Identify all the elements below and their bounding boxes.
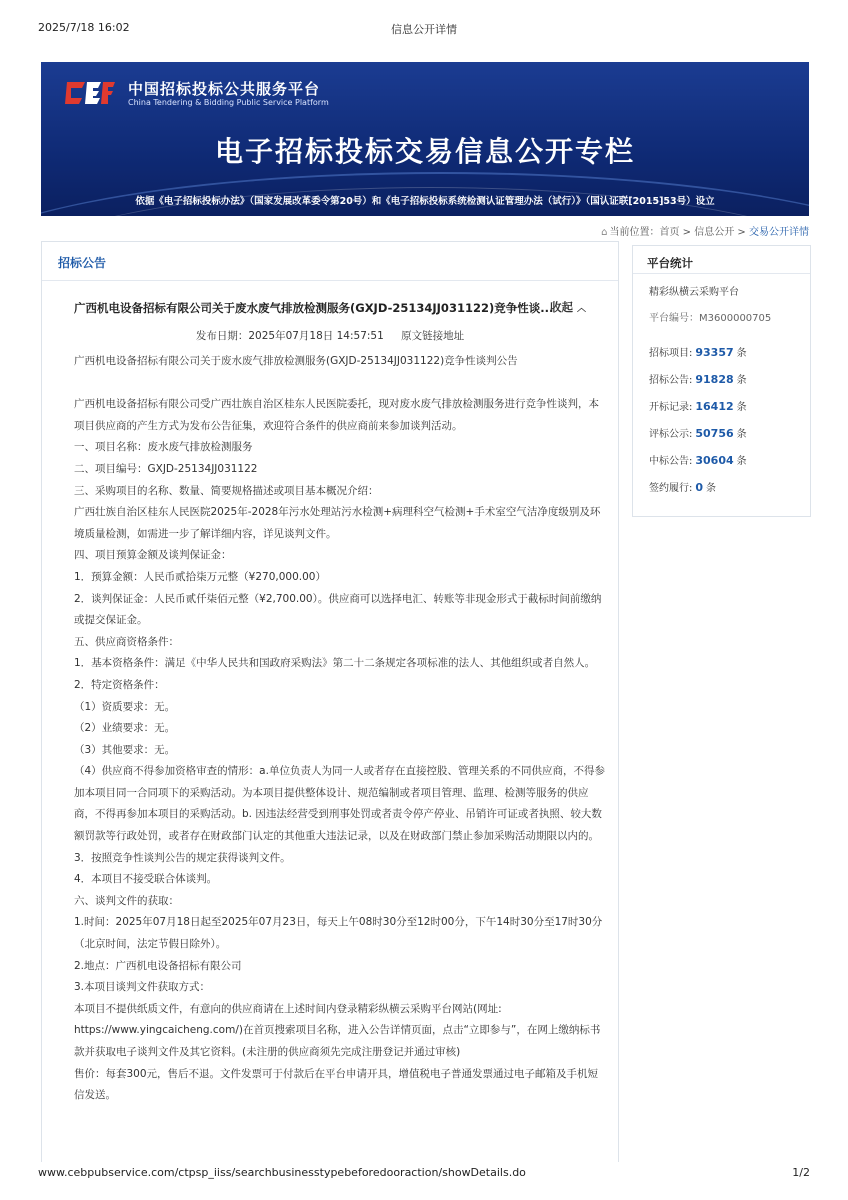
site-banner [41,62,809,216]
article-paragraph: （3）其他要求：无。 [74,743,176,756]
section-label: 招标公告 [58,256,107,270]
stat-value[interactable]: 93357 [695,346,734,359]
breadcrumb [601,223,809,238]
stats-title: 平台统计 [633,246,810,274]
article-paragraph: 1．基本资格条件：满足《中华人民共和国政府采购法》第二十二条规定各项标准的法人、其他组织或者自然人。 [74,657,596,670]
panel-header [42,242,618,281]
print-page-title: 信息公开详情 [391,23,457,36]
stat-label: 签约履行: [649,483,693,494]
stat-label: 开标记录: [649,402,693,413]
home-icon: ⌂ [601,227,608,238]
collapse-label: 收起 [550,300,573,314]
chevron-up-icon: ︿ [577,304,587,314]
breadcrumb-separator: > [737,227,746,238]
publish-meta [42,328,618,343]
publish-date-label: 发布日期： [195,330,249,342]
stat-label: 评标公示: [649,429,693,440]
article-paragraph: 3.本项目谈判文件获取方式： [74,981,211,994]
article-paragraph: 四、项目预算金额及谈判保证金： [74,549,232,562]
article-paragraph: 2．谈判保证金：人民币贰仟柒佰元整（¥2,700.00）。供应商可以选择电汇、转账等非现金形式于截标时间前缴纳或提交保证金。 [74,592,602,627]
print-datetime: 2025/7/18 16:02 [38,21,130,34]
article-paragraph: （1）资质要求：无。 [74,700,176,713]
breadcrumb-info[interactable]: 信息公开 [694,227,735,238]
breadcrumb-home[interactable]: 首页 [659,227,680,238]
paragraph-gap [74,373,606,395]
banner-title: 电子招标投标交易信息公开专栏 [214,135,635,168]
article-paragraph: 五、供应商资格条件： [74,635,179,648]
stat-unit: 条 [736,429,747,440]
stat-value[interactable]: 0 [695,481,704,494]
platform-stats-panel [632,245,811,517]
breadcrumb-separator: > [682,227,692,238]
stat-value[interactable]: 91828 [695,373,734,386]
article-title: 广西机电设备招标有限公司关于废水废气排放检测服务(GXJD-25134JJ031122)竞争性谈... [74,301,554,315]
logo-english-name: China Tendering & Bidding Public Service Platform [128,98,329,107]
cebp-logo-icon [63,76,119,110]
page-number: 1/2 [792,1166,810,1179]
stat-unit: 条 [706,483,717,494]
article-paragraph: 2.地点：广西机电设备招标有限公司 [74,959,242,972]
stat-unit: 条 [736,348,747,359]
article-paragraph: 二、项目编号：GXJD-25134JJ031122 [74,462,258,475]
article-paragraph: 1.时间：2025年07月18日起至2025年07月23日，每天上午08时30分至12时00分，下午14时30分至17时30分（北京时间，法定节假日除外）。 [74,916,603,951]
original-link[interactable]: 原文链接地址 [401,330,465,342]
collapse-button[interactable] [550,299,586,315]
platform-name: 精彩纵横云采购平台 [649,287,739,298]
article-paragraph: 2．特定资格条件： [74,678,165,691]
article-paragraph: 一、项目名称：废水废气排放检测服务 [74,441,253,454]
print-header [0,18,848,38]
stat-row [649,371,747,386]
article-paragraph: 4．本项目不接受联合体谈判。 [74,873,218,886]
article-paragraph: 六、谈判文件的获取： [74,894,179,907]
stat-row [649,425,747,440]
platform-code [649,309,771,324]
publish-date: 2025年07月18日 14:57:51 [248,330,384,342]
stat-unit: 条 [736,456,747,467]
stat-row [649,398,747,413]
stat-value[interactable]: 50756 [695,427,734,440]
article-paragraph: 售价：每套300元，售后不退。文件发票可于付款后在平台申请开具，增值税电子普通发票通过电子邮箱及手机短信发送。 [74,1067,599,1102]
stat-row [649,452,747,467]
article-paragraph: 广西机电设备招标有限公司受广西壮族自治区桂东人民医院委托，现对废水废气排放检测服务进行竞争性谈判，本项目供应商的产生方式为发布公告征集，欢迎符合条件的供应商前来参加谈判活动。 [74,398,599,432]
page-url: www.cebpubservice.com/ctpsp_iiss/searchbusinesstypebeforedooraction/showDetails.do [38,1166,526,1179]
stat-unit: 条 [736,402,747,413]
logo-chinese-name: 中国招标投标公共服务平台 [128,80,321,98]
article-paragraph: （2）业绩要求：无。 [74,722,176,735]
stat-label: 招标公告: [649,375,693,386]
article-paragraph: 广西机电设备招标有限公司关于废水废气排放检测服务(GXJD-25134JJ031122)竞争性谈判公告 [74,355,518,367]
article-paragraph: 三、采购项目的名称、数量、简要规格描述或项目基本概况介绍： [74,484,379,497]
platform-code-label: 平台编号： [649,313,699,324]
stat-value[interactable]: 30604 [695,454,734,467]
stat-label: 招标项目: [649,348,693,359]
platform-code-value: M3600000705 [699,313,772,324]
stat-unit: 条 [736,375,747,386]
article-paragraph: （4）供应商不得参加资格审查的情形：a.单位负责人为同一人或者存在直接控股、管理关系的不同供应商，不得参加本项目同一合同项下的采购活动。为本项目提供整体设计、规范编制或者项目管理、监理、检测等服务的供应商，不得再参加本项目的采购活动。b. 因违法经营受到刑事处罚或者责令停产停业、吊销许可证或者执照、较大数额罚款等行政处罚，或者存在财政部门认定的其他重大违法记录，以及在财政部门禁止参加采购活动期限以内的。 [74,765,605,843]
breadcrumb-prefix: 当前位置： [609,227,660,238]
stat-row [649,479,716,494]
stat-row [649,344,747,359]
article-body [74,351,606,1107]
announcement-panel [41,241,619,1162]
article-paragraph: 本项目不提供纸质文件，有意向的供应商请在上述时间内登录精彩纵横云采购平台网站(网址: https://www.yingcaicheng.com/)在首页搜索项目名称，进入公告详情页面，点击“立即参与”，在网上缴纳标书款并获取电子谈判文件及其它资料。(未注册的供应商须先完成注册登记并通过审核) [74,1002,601,1058]
stat-label: 中标公告: [649,456,693,467]
banner-subtitle: 依据《电子招标投标办法》（国家发展改革委令第20号）和《电子招标投标系统检测认证管理办法（试行）》（国认证联[2015]53号）设立 [135,196,715,207]
article-paragraph: 广西壮族自治区桂东人民医院2025年-2028年污水处理站污水检测+病理科空气检测+手术室空气洁净度级别及环境质量检测，如需进一步了解详细内容，详见谈判文件。 [74,506,601,540]
breadcrumb-current: 交易公开详情 [749,227,809,238]
article-paragraph: 3．按照竞争性谈判公告的规定获得谈判文件。 [74,851,291,864]
stat-value[interactable]: 16412 [695,400,734,413]
article-paragraph: 1．预算金额：人民币贰拾柒万元整（¥270,000.00） [74,570,326,583]
